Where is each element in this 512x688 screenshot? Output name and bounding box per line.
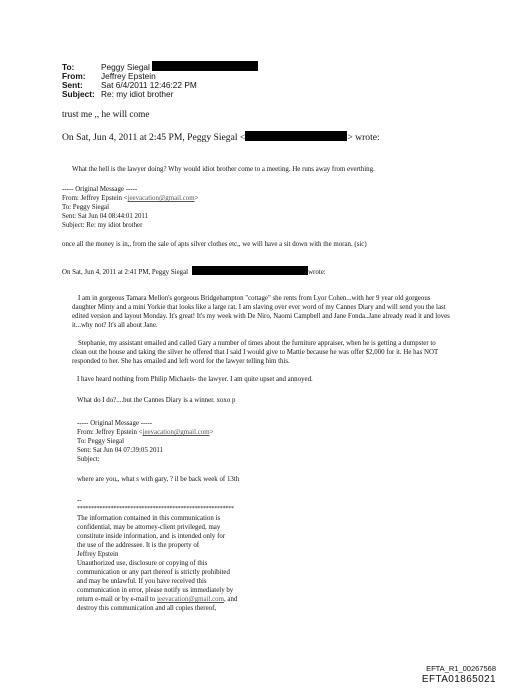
message-text: where are you,, what s with gary, ? il be back week of 13th bbox=[77, 476, 240, 483]
from-prefix: From: Jeffrey Epstein < bbox=[77, 429, 143, 436]
bates-number: EFTA01865021 bbox=[421, 674, 496, 685]
to-value: Peggy Siegal bbox=[101, 62, 150, 72]
subject-value: Re: my idiot brother bbox=[101, 89, 174, 99]
original-message-from bbox=[62, 194, 198, 203]
redaction-bar bbox=[152, 61, 258, 71]
from-prefix: From: Jeffrey Epstein < bbox=[62, 195, 128, 202]
bates-number: EFTA_R1_00267568 bbox=[426, 664, 496, 673]
reply-text: trust me ,, he will come bbox=[62, 110, 150, 120]
from-label: From: bbox=[62, 71, 86, 81]
disclaimer-line: destroy this communication and all copies thereof, bbox=[77, 605, 217, 612]
original-message-subject: Subject: Re: my idiot brother bbox=[62, 222, 143, 229]
original-message-to: To: Peggy Siegal bbox=[62, 204, 109, 211]
message-text: What the hell is the lawyer doing? Why would idiot brother come to a meeting. He runs away from everthing. bbox=[72, 166, 375, 173]
from-suffix: > bbox=[194, 195, 199, 202]
signature-stars: ******************************************************** bbox=[77, 506, 234, 512]
subject-label: Subject: bbox=[62, 89, 95, 99]
from-value: Jeffrey Epstein bbox=[101, 71, 156, 81]
quote-line-2 bbox=[62, 266, 326, 277]
return-prefix: return e-mail or by e-mail to bbox=[77, 596, 157, 603]
quote-line-1-prefix: On Sat, Jun 4, 2011 at 2:45 PM, Peggy Siegal < bbox=[62, 132, 246, 143]
disclaimer-line: The information contained in this communication is bbox=[77, 515, 221, 522]
from-suffix: > bbox=[209, 429, 214, 436]
email-link[interactable]: jeevacation@gmail.com bbox=[156, 596, 224, 603]
redaction-bar bbox=[192, 266, 308, 275]
original-message-sent: Sent: Sat Jun 04 08:44:01 2011 bbox=[62, 213, 149, 220]
sent-label: Sent: bbox=[62, 80, 83, 90]
original-message-to: To: Peggy Siegal bbox=[77, 438, 124, 445]
disclaimer-line: the use of the addressee. It is the property of bbox=[77, 542, 200, 549]
email-link[interactable]: jeevacation@gmail.com bbox=[142, 429, 210, 436]
disclaimer-line: communication or any part thereof is strictly prohibited bbox=[77, 569, 230, 576]
original-message-from bbox=[77, 428, 213, 437]
paragraph-1: I am in gorgeous Tamara Mellon's gorgeous Bridgehampton "cottage" she rents from Lyor Cohen...with her 9 year old gorgeous daughter Minty and a mini Yorkie that looks like a large rat. I am slaving over ever word of my Cannes Diary and will send you the last edited version and layout Monday. It's great! It's my week with De Niro, Naomi Campbell and Jane Fonda..Jane already read it and loves it...why not? It's all about Jane. bbox=[72, 295, 450, 330]
original-message-subject: Subject: bbox=[77, 456, 100, 463]
quote-line-2-prefix: On Sat, Jun 4, 2011 at 2:41 PM, Peggy Siegal bbox=[62, 269, 189, 276]
return-suffix: , and bbox=[223, 596, 238, 603]
disclaimer-line: confidential, may be attorney-client privileged, may bbox=[77, 524, 221, 531]
original-message-divider: ----- Original Message ----- bbox=[77, 420, 153, 427]
disclaimer-line: Unauthorized use, disclosure or copying of this bbox=[77, 560, 208, 567]
disclaimer-block bbox=[77, 514, 237, 613]
to-label: To: bbox=[62, 62, 75, 72]
disclaimer-line: Jeffrey Epstein bbox=[77, 551, 119, 558]
disclaimer-line: constitute inside information, and is intended only for bbox=[77, 533, 226, 540]
paragraph-2: Stephanie, my assistant emailed and called Gary a number of times about the furniture appraiser, when he is getting a dumpster to clean out the house and taking the silver he offered that I said I would give to Mattie because he was offer $2,000 for it. He has NOT responded to her. She has emailed and left word for the lawyer telling him this. bbox=[72, 340, 439, 366]
paragraph-4: What do I do?....but the Cannes Diary is a winner. xoxo p bbox=[77, 397, 236, 404]
original-message-sent: Sent: Sat Jun 04 07:39:05 2011 bbox=[77, 447, 164, 454]
email-link[interactable]: jeevacation@gmail.com bbox=[127, 195, 195, 202]
original-message-divider: ----- Original Message ----- bbox=[62, 186, 138, 193]
signature-dash: -- bbox=[77, 497, 82, 504]
redaction-bar bbox=[245, 131, 347, 141]
disclaimer-line: and may be unlawful. If you have received this bbox=[77, 578, 207, 585]
disclaimer-line bbox=[77, 595, 237, 604]
disclaimer-line: communication in error, please notify us immediately by bbox=[77, 587, 234, 594]
quote-line-1 bbox=[62, 131, 380, 143]
paragraph-3: I have heard nothing from Philip Michaels- the lawyer. I am quite upset and annoyed. bbox=[77, 376, 313, 383]
message-text: once all the money is in,, from the sale of apts silver clothes etc,, we will have a sit down with the moran. (sic) bbox=[62, 241, 367, 248]
quote-line-2-suffix: wrote: bbox=[308, 269, 326, 276]
sent-value: Sat 6/4/2011 12:46:22 PM bbox=[101, 80, 197, 90]
quote-line-1-suffix: > wrote: bbox=[347, 132, 380, 143]
